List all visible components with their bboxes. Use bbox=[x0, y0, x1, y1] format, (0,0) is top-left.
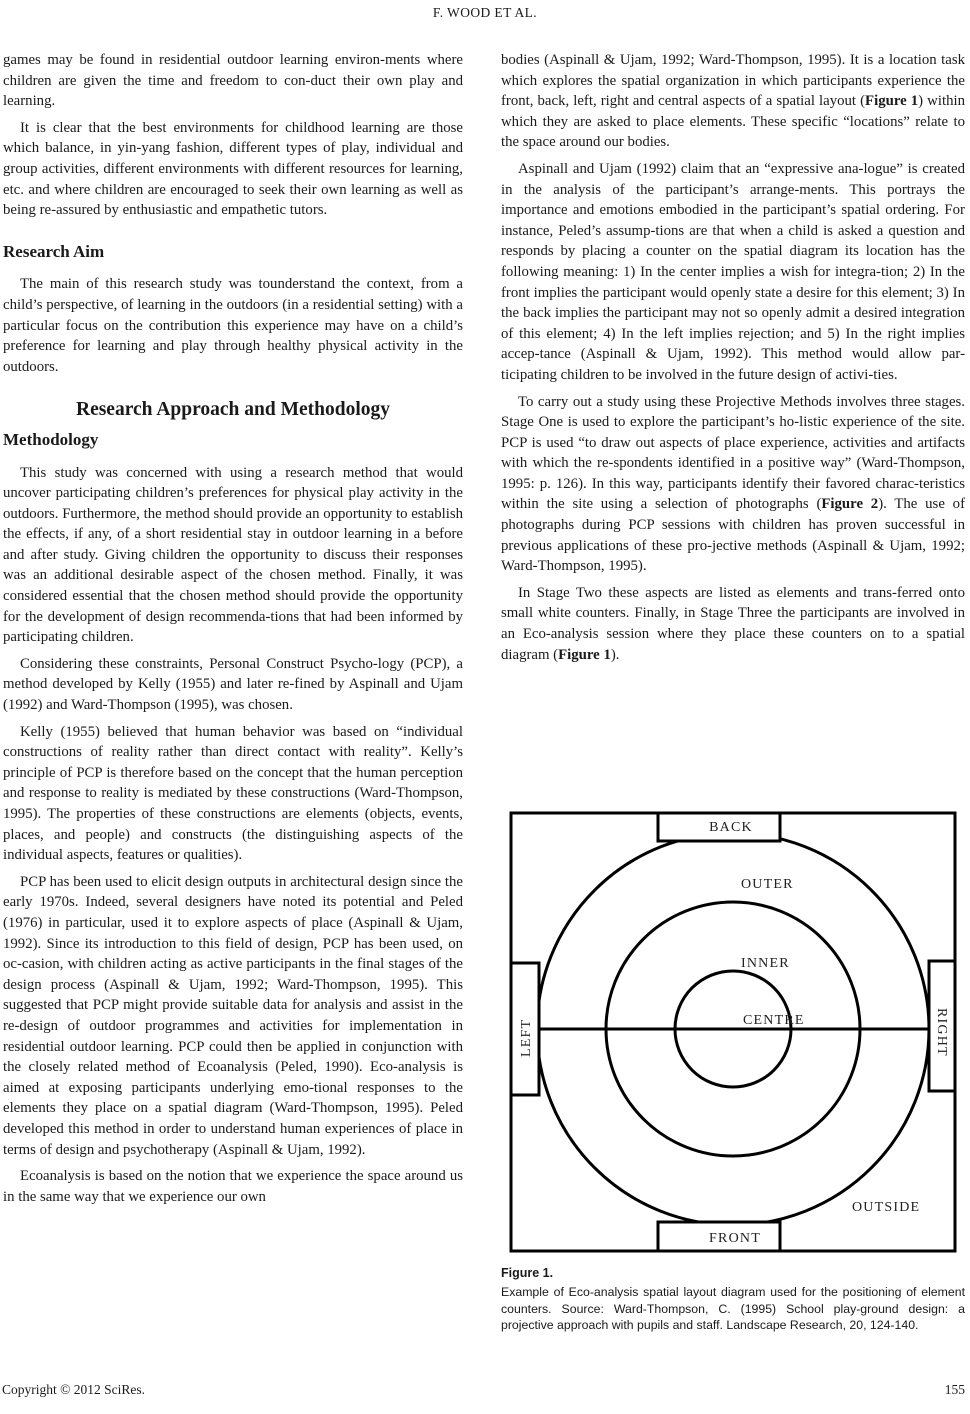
figure-1-reference[interactable]: Figure 1 bbox=[865, 93, 919, 110]
eco-analysis-diagram-svg bbox=[509, 811, 957, 1253]
paragraph-balance: It is clear that the best environments for childhood learning are those which balance, in yin-yang fashion, different types of play, individual and group activities, different environments with different resources for learning, etc. and where children are encouraged to seek their own learning as well as being re-assured by enthusiastic and empathetic tutors. bbox=[3, 119, 463, 219]
label-outer: OUTER bbox=[741, 877, 794, 892]
running-head: F. WOOD ET AL. bbox=[432, 5, 538, 20]
label-left: LEFT bbox=[519, 1018, 534, 1057]
label-front: FRONT bbox=[709, 1231, 761, 1246]
paragraph-method-3: Kelly (1955) believed that human behavior was based on “individual constructions of reality rather than direct contact with reality”. Kelly’s principle of PCP is therefore based on the concept that the human perception and response to reality is mediated by these constructions (Ward-Thompson, 1995). The properties of these constructions are elements (objects, events, places, and people) and constructs (the distinguishing aspects of the individual aspects, features or qualities). bbox=[3, 723, 463, 864]
paragraph-method-4: PCP has been used to elicit design outputs in architectural design since the early 1970s. Indeed, several designers have noted its potential and Peled (1976) in particular, used it to explore aspects of place (Aspinall & Ujam, 1992). Since its introduction to this field of design, PCP has been used, on oc-casion, with children acting as active participants in the final stages of the design process (Aspinall & Ujam, 1992; Ward-Thompson, 1995). This suggested that PCP might provide suitable data for analysis and assist in the re-design of outdoor programmes and activities for implementation in residential outdoor learning. PCP could then be applied in conjunction with the closely related method of Ecoanalysis (Peled, 1990). Eco-analysis is aimed at exposing participants underlying emo-tional responses to the elements they place on a spatial diagram (Ward-Thompson, 1995). Peled developed this method in order to understand human experiences of place in terms of design and psychotherapy (Aspinall & Ujam, 1992). bbox=[3, 873, 463, 1158]
paragraph-method-2: Considering these constraints, Personal Construct Psycho-logy (PCP), a method developed by Kelly (1955) and later re-fined by Aspinall and Ujam (1992) and Ward-Thompson (1995), was chosen. bbox=[3, 655, 463, 714]
copyright-footer: Copyright © 2012 SciRes. bbox=[2, 1382, 146, 1397]
right-column bbox=[501, 50, 965, 665]
paragraph-aspinall: Aspinall and Ujam (1992) claim that an “expressive ana-logue” is created in the analysis of the participant’s arrange-ments. This portrays the importance and emotions embodied in the participant’s spatial ordering. For instance, Peled’s assump-tions are that when a child is asked a question and responds by placing a counter on the spatial diagram its location has the following meaning: 1) In the center implies a wish for integra-tion; 2) In the front implies the participant would openly state a desire for this element; 3) In the back implies the participant may not so openly admit a desired integration of this element; 4) In the left implies rejection; and 5) In the right implies accep-tance (Aspinall & Ujam, 1992). This method would allow par-ticipating children to be involved in the future design of activi-ties. bbox=[501, 160, 965, 383]
diagram-border bbox=[511, 813, 955, 1251]
paragraph-bodies: bodies (Aspinall & Ujam, 1992; Ward-Thompson, 1995). It is a location task which explores the spatial organization in which participants experience the front, back, left, right and central aspects of a spatial layout (Figure 1) within which they are asked to place elements. These specific “locations” relate to the space around our bodies. bbox=[501, 52, 965, 151]
left-column bbox=[3, 50, 463, 1207]
page-number: 155 bbox=[944, 1382, 965, 1397]
label-back: BACK bbox=[709, 820, 753, 835]
label-outside: OUTSIDE bbox=[852, 1200, 921, 1215]
figure-caption: Example of Eco-analysis spatial layout diagram used for the positioning of element counters. Source: Ward-Thompson, C. (1995) School play-ground design: a projective approach with pupils and staff. Landscape Research, 20, 124-140. bbox=[501, 1285, 965, 1333]
paragraph-method-5: Ecoanalysis is based on the notion that we experience the space around us in the same way that we experience our own bbox=[3, 1168, 463, 1205]
figure-title: Figure 1. bbox=[501, 1266, 554, 1280]
eco-analysis-diagram bbox=[509, 811, 957, 1253]
label-inner: INNER bbox=[741, 956, 790, 971]
figure-2-reference[interactable]: Figure 2 bbox=[821, 496, 879, 513]
figure-1-reference[interactable]: Figure 1 bbox=[558, 646, 611, 663]
paragraph-stages: To carry out a study using these Projective Methods involves three stages. Stage One is used to explore the participant’s ho-listic experience of the site. PCP is used “to draw out aspects of place experience, activities and artifacts with which the re-spondents identified in a positive way” (Ward-Thompson, 1995: p. 126). In this way, participants identify their favored charac-teristics within the site using a selection of photographs (Figure 2). The use of photographs during PCP sessions with children has proven successful in previous applications of these pro-jective methods (Aspinall & Ujam, 1992; Ward-Thompson, 1995). bbox=[501, 393, 965, 575]
heading-research-approach: Research Approach and Methodology bbox=[75, 399, 390, 421]
paragraph-intro: games may be found in residential outdoor learning environ-ments where children are given the time and freedom to con-duct their own play and learning. bbox=[3, 52, 463, 110]
heading-research-aim: Research Aim bbox=[3, 241, 105, 261]
paragraph-research-aim: The main of this research study was tounderstand the context, from a child’s perspective, of learning in the outdoors (in a residential setting) with a particular focus on the contribution this experience may have on a child’s preference for learning and play through healthy physical activity in the outdoors. bbox=[3, 276, 463, 375]
label-centre: CENTRE bbox=[743, 1013, 805, 1028]
paragraph-method-1: This study was concerned with using a research method that would uncover participating children’s preferences for physical play activity in the outdoors. Furthermore, the method should provide an opportunity to establish the effects, if any, of a short residential stay in outdoor learning in a before and after study. Giving children the opportunity to discuss their responses was an additional desirable aspect of the chosen method. Finally, it was considered essential that the chosen method should provide the opportunity for the development of design recommenda-tions that had been informed by participating children. bbox=[3, 464, 463, 646]
paragraph-stage-two: In Stage Two these aspects are listed as elements and trans-ferred onto small white counters. Finally, in Stage Three the participants are involved in an Eco-analysis session where they place these counters on to a spatial diagram (Figure 1). bbox=[501, 584, 965, 663]
label-right: RIGHT bbox=[934, 1008, 949, 1057]
heading-methodology: Methodology bbox=[3, 429, 99, 449]
